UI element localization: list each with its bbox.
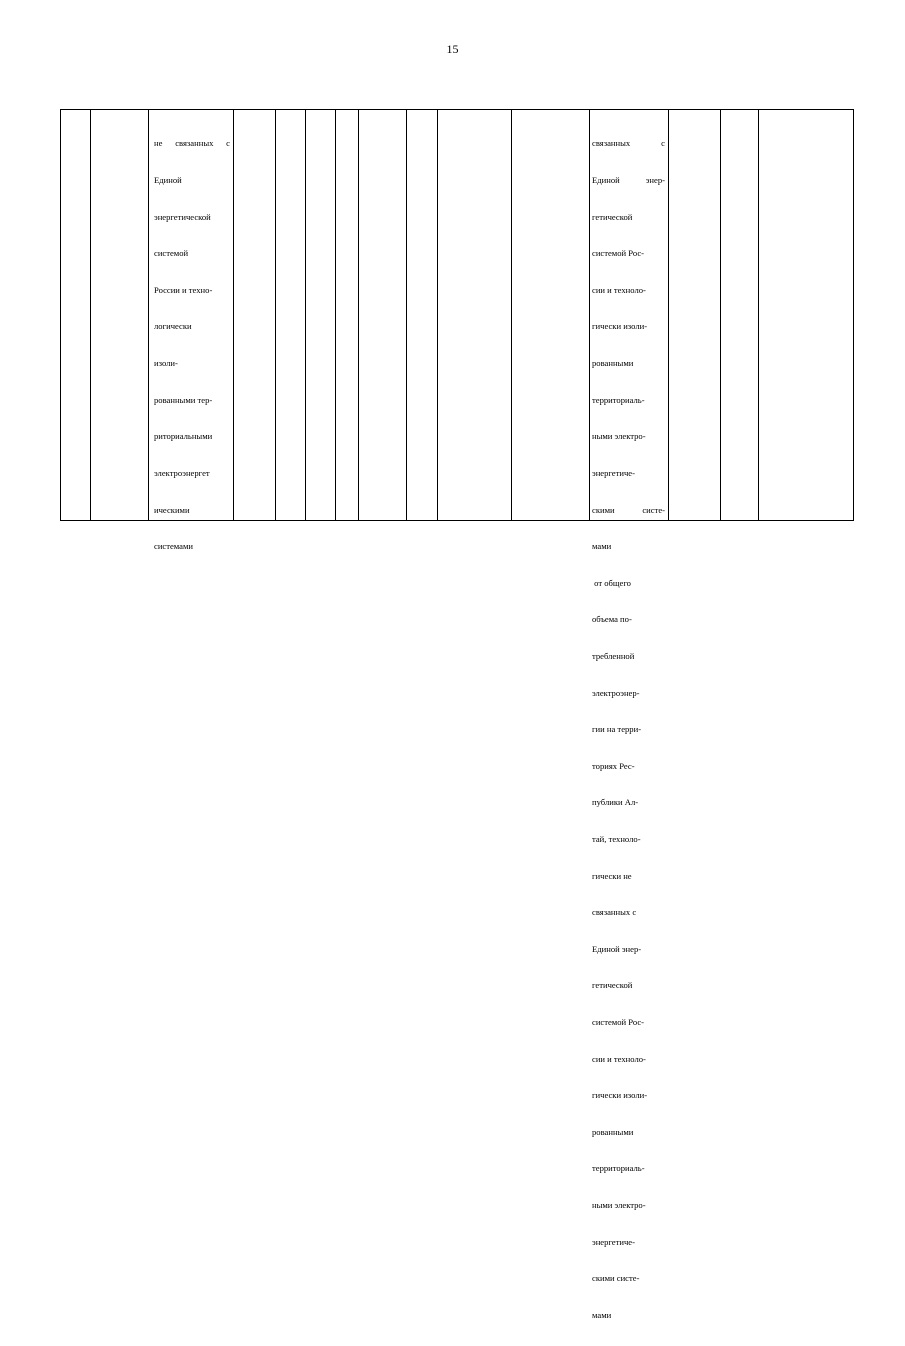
column-divider <box>233 110 234 520</box>
cell-line: гически не <box>592 870 632 881</box>
cell-line: энергетиче- <box>592 1236 635 1247</box>
column-divider <box>90 110 91 520</box>
page-number: 15 <box>446 42 459 56</box>
column-divider <box>406 110 407 520</box>
cell-line: электроэнер- <box>592 687 640 698</box>
column-divider <box>668 110 669 520</box>
cell-line: объема по- <box>592 614 632 625</box>
column-divider <box>758 110 759 520</box>
cell-line: Единой энер- <box>592 943 642 954</box>
cell-line: системой Рос- <box>592 248 645 259</box>
cell-line: системой Рос- <box>592 1017 645 1028</box>
cell-line: связанных с <box>592 138 665 149</box>
cell-line: тай, техноло- <box>592 833 641 844</box>
cell-line: энергетиче- <box>592 467 635 478</box>
column-divider <box>335 110 336 520</box>
cell-line: территориаль- <box>592 1163 645 1174</box>
column-divider <box>305 110 306 520</box>
cell-line: мами <box>592 1309 612 1320</box>
cell-line: ториях Рес- <box>592 760 635 771</box>
cell-text-column-3 <box>154 113 230 577</box>
cell-line: публики Ал- <box>592 797 639 808</box>
cell-line: не связанных с <box>154 138 230 149</box>
cell-line: связанных с <box>592 907 637 918</box>
cell-line: ными электро- <box>592 1200 646 1211</box>
cell-line: требленной <box>592 650 635 661</box>
cell-line: ическими <box>154 504 190 515</box>
cell-line: России и техно- <box>154 284 213 295</box>
cell-line: сии и техноло- <box>592 284 646 295</box>
column-divider <box>720 110 721 520</box>
cell-line: гически изоли- <box>592 321 648 332</box>
cell-line: Единой <box>154 175 182 186</box>
cell-line: рованными <box>592 1126 634 1137</box>
cell-line: гически изоли- <box>592 1090 648 1101</box>
cell-line: гии на терри- <box>592 724 642 735</box>
cell-line: риториальными <box>154 431 213 442</box>
cell-line: Единой энер- <box>592 175 665 186</box>
cell-line: системами <box>154 541 194 552</box>
column-divider <box>589 110 590 520</box>
cell-line: системой <box>154 248 189 259</box>
cell-line: гетической <box>592 211 633 222</box>
cell-line: изоли- <box>154 358 178 369</box>
cell-line: рованными <box>592 358 634 369</box>
cell-line: ными электро- <box>592 431 646 442</box>
cell-line: территориаль- <box>592 394 645 405</box>
column-divider <box>275 110 276 520</box>
cell-line: гетической <box>592 980 633 991</box>
column-divider <box>437 110 438 520</box>
cell-line: электроэнергет <box>154 467 210 478</box>
cell-line: скими систе- <box>592 504 665 515</box>
column-divider <box>358 110 359 520</box>
cell-line: мами <box>592 541 612 552</box>
cell-text-column-12 <box>592 113 665 1346</box>
cell-line: логически <box>154 321 192 332</box>
column-divider <box>148 110 149 520</box>
cell-line: от общего <box>592 577 631 588</box>
cell-line: рованными тер- <box>154 394 213 405</box>
cell-line: сии и техноло- <box>592 1053 646 1064</box>
cell-line: энергетической <box>154 211 211 222</box>
column-divider <box>511 110 512 520</box>
data-table <box>60 109 854 1320</box>
cell-line: скими систе- <box>592 1273 640 1284</box>
